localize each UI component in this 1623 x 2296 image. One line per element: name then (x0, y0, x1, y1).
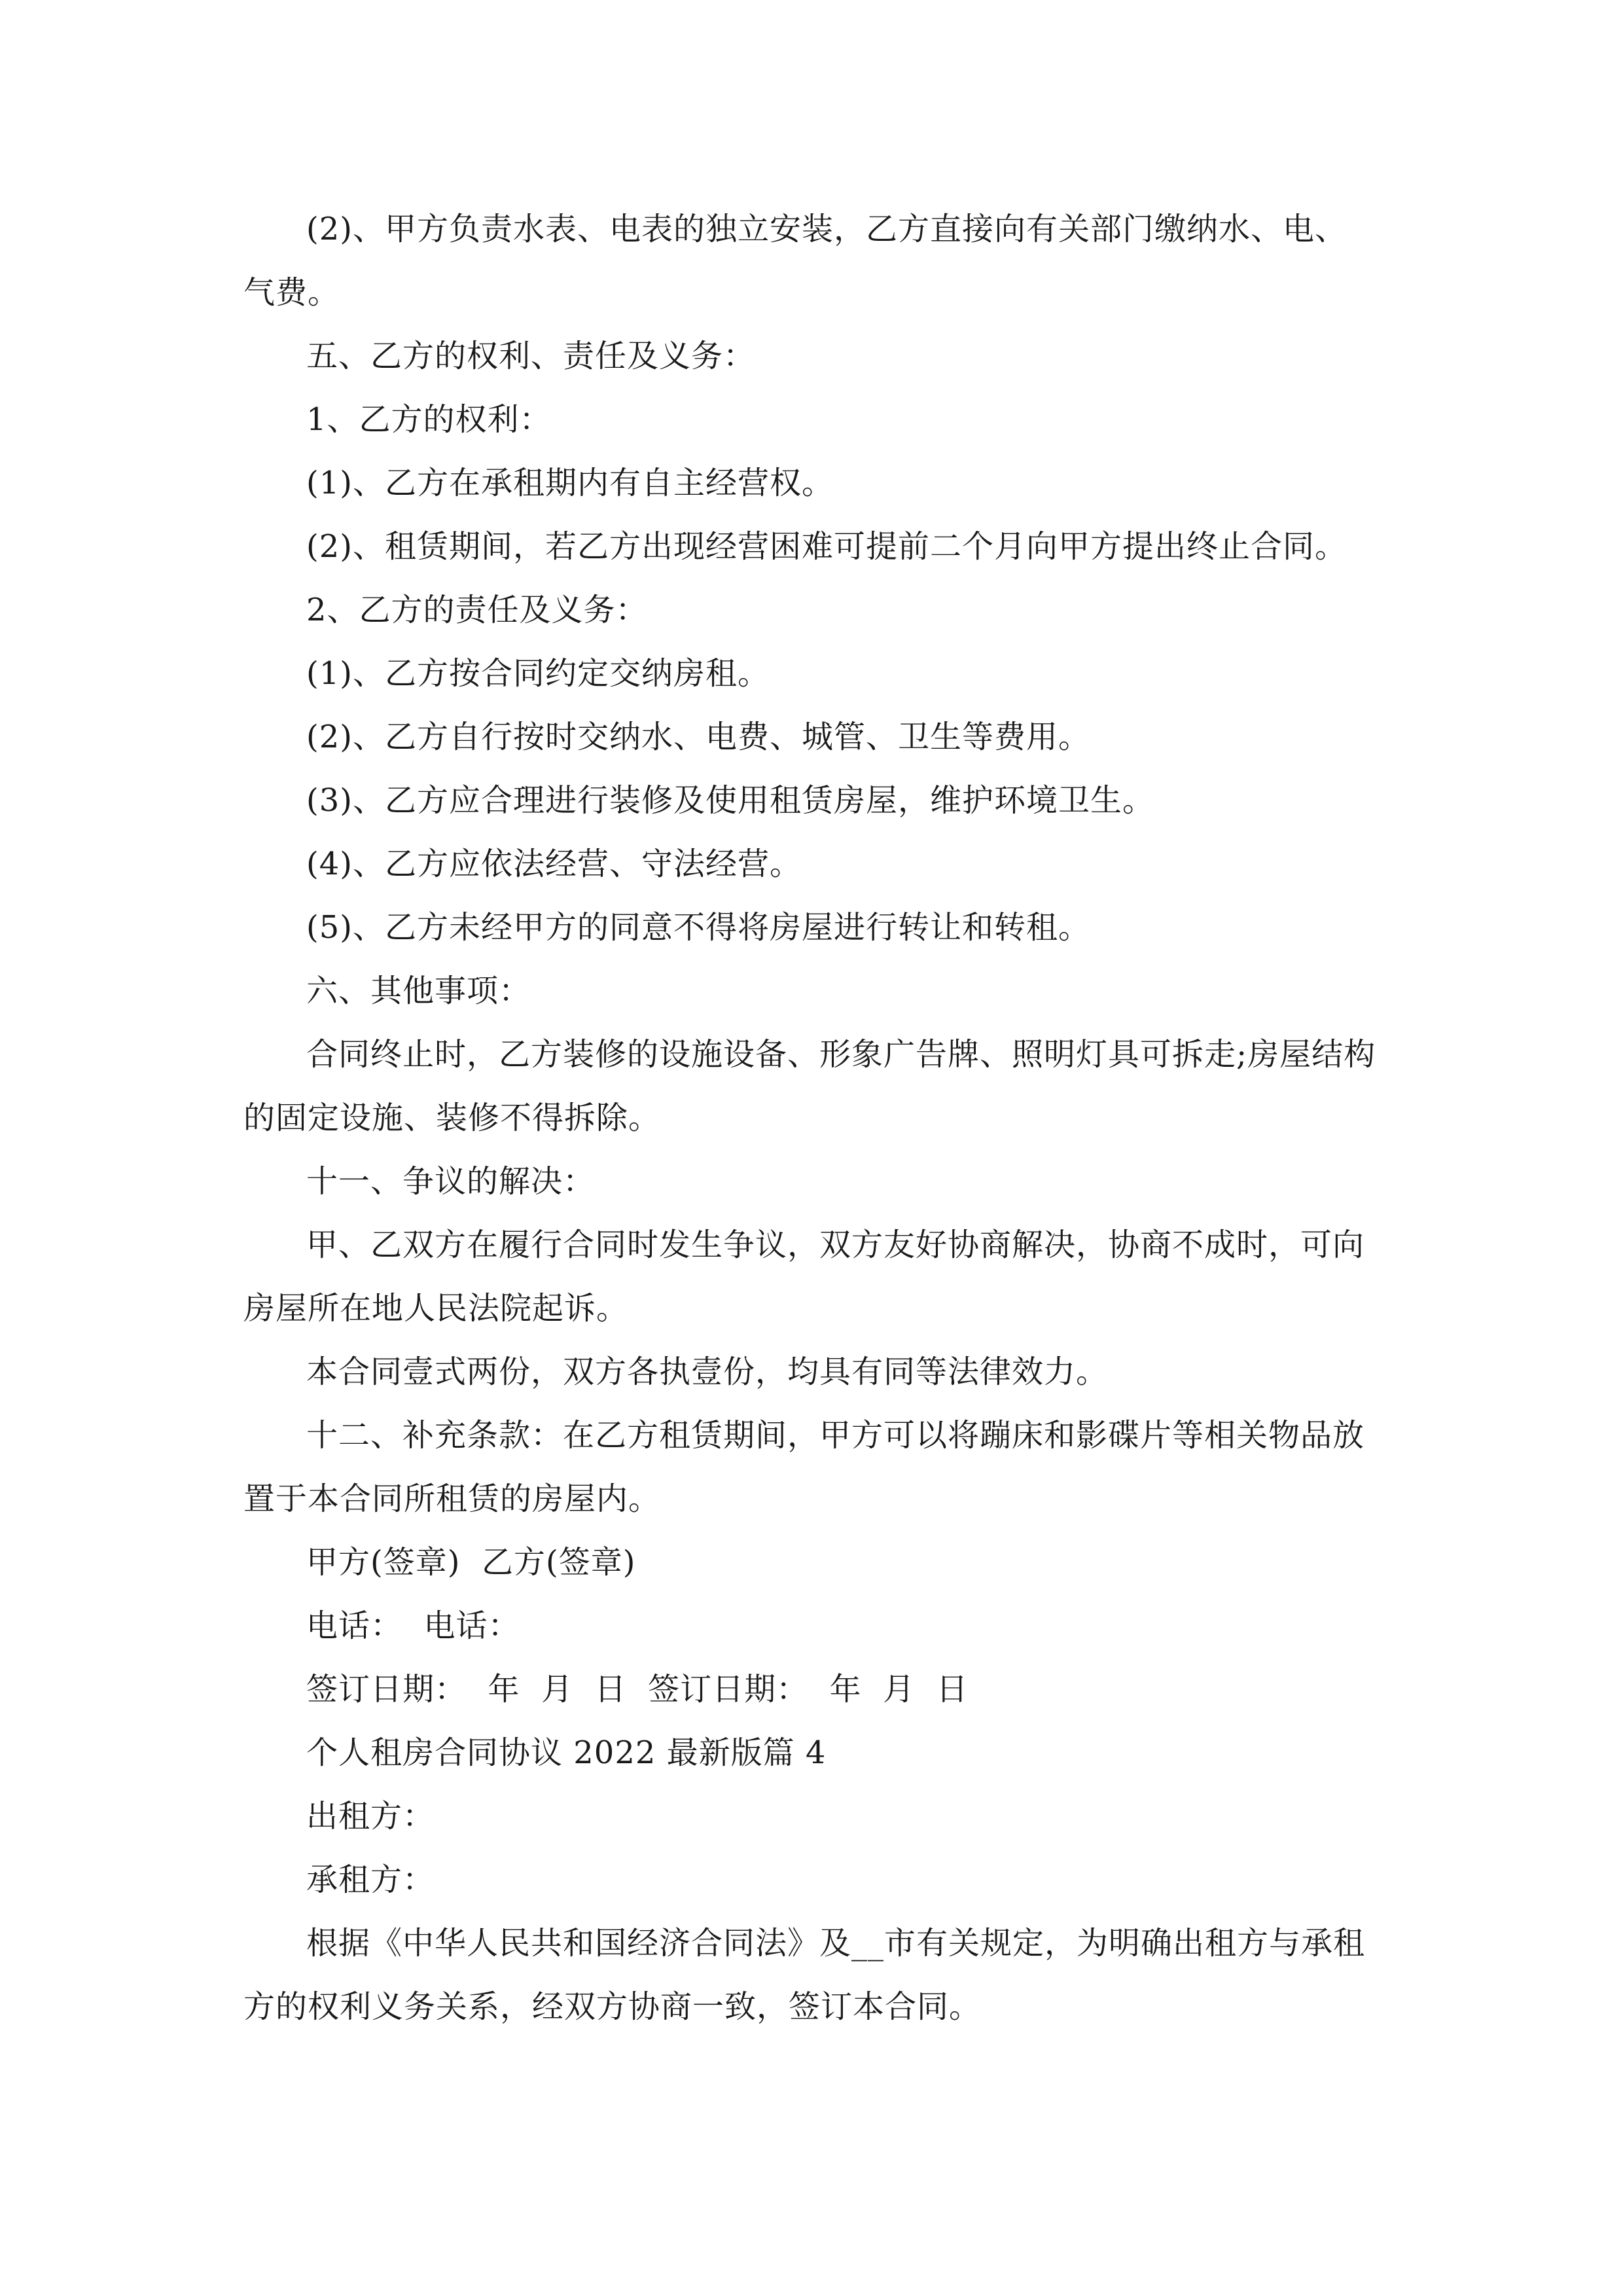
paragraph-utilities-installation: (2)、甲方负责水表、电表的独立安装，乙方直接向有关部门缴纳水、电、气费。 (243, 211, 1347, 311)
subheading-party-b-rights: 1、乙方的权利： (306, 401, 552, 438)
paragraph-no-sublease: (5)、乙方未经甲方的同意不得将房屋进行转让和转租。 (306, 909, 1090, 946)
paragraph-early-termination: (2)、租赁期间，若乙方出现经营困难可提前二个月向甲方提出终止合同。 (306, 528, 1347, 565)
paragraph-termination-fixtures: 合同终止时，乙方装修的设施设备、形象广告牌、照明灯具可拆走;房屋结构的固定设施、装修不得拆除。 (243, 1036, 1376, 1136)
lessee-line: 承租方： (306, 1861, 435, 1898)
document-body (243, 198, 1378, 2039)
signature-line: 甲方(签章) 乙方(签章) (306, 1544, 636, 1581)
section-heading-other-matters: 六、其他事项： (306, 973, 531, 1009)
paragraph-dispute-resolution: 甲、乙双方在履行合同时发生争议，双方友好协商解决，协商不成时，可向房屋所在地人民法院起诉。 (243, 1227, 1365, 1327)
paragraph-renovation: (3)、乙方应合理进行装修及使用租赁房屋，维护环境卫生。 (306, 782, 1154, 819)
paragraph-pay-rent: (1)、乙方按合同约定交纳房租。 (306, 655, 770, 692)
paragraph-supplementary-terms: 十二、补充条款：在乙方租赁期间，甲方可以将蹦床和影碟片等相关物品放置于本合同所租赁的房屋内。 (243, 1417, 1365, 1517)
signing-date-line: 签订日期： 年 月 日 签订日期： 年 月 日 (306, 1671, 969, 1708)
phone-line: 电话： 电话： (306, 1607, 520, 1644)
paragraph-lawful-operation: (4)、乙方应依法经营、守法经营。 (306, 846, 802, 882)
section-heading-party-b-rights: 五、乙方的权利、责任及义务： (306, 338, 756, 374)
paragraph-copies: 本合同壹式两份，双方各执壹份，均具有同等法律效力。 (306, 1354, 1109, 1390)
subheading-party-b-duties: 2、乙方的责任及义务： (306, 592, 648, 628)
paragraph-operating-right: (1)、乙方在承租期内有自主经营权。 (306, 465, 834, 501)
lessor-line: 出租方： (306, 1798, 435, 1835)
paragraph-pay-fees: (2)、乙方自行按时交纳水、电费、城管、卫生等费用。 (306, 719, 1090, 755)
contract-title: 个人租房合同协议 2022 最新版篇 4 (306, 1734, 827, 1771)
section-heading-dispute-resolution: 十一、争议的解决： (306, 1163, 596, 1200)
paragraph-contract-basis: 根据《中华人民共和国经济合同法》及__市有关规定，为明确出租方与承租方的权利义务关系，经双方协商一致，签订本合同。 (243, 1925, 1366, 2025)
